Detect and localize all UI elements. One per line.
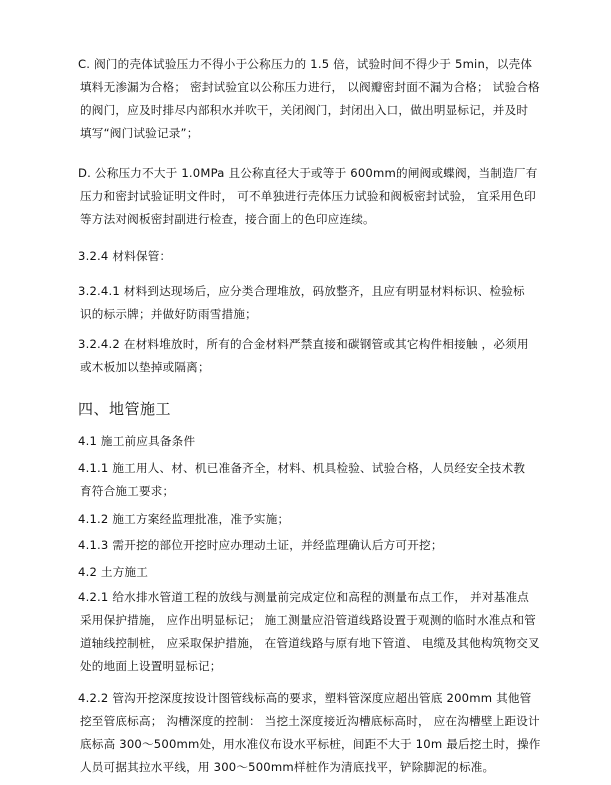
text-line: 等方法对阀板密封副进行检查，接合面上的色印应连续。 xyxy=(80,212,375,226)
text-line: 处的地面上设置明显标记； xyxy=(80,659,222,673)
section-4-2-2 xyxy=(78,687,553,779)
section-4-2-1 xyxy=(78,586,553,678)
text-line: 4.1.3 需开挖的部位开挖时应办理动土证，并经监理确认后方可开挖； xyxy=(78,538,443,552)
paragraph-d xyxy=(78,162,553,231)
text-line: 4.1.2 施工方案经监理批准，准予实施； xyxy=(78,512,290,526)
text-line: 人员可据其拉水平线，用 300～500mm样桩作为清底找平，铲除脚泥的标准。 xyxy=(80,760,495,774)
text-line: 底标高 300～500mm处，用水准仪布设水平标桩，间距不大于 10m 最后挖土时，操作 xyxy=(80,737,541,751)
section-4-2 xyxy=(78,561,553,584)
chapter-4 xyxy=(78,397,553,421)
text-line: 采用保护措施， 应作出明显标记； 施工测量应沿管道线路设置于观测的临时水准点和管 xyxy=(80,613,536,627)
section-heading: 3.2.4 材料保管： xyxy=(78,249,172,263)
section-3-2-4-1 xyxy=(78,280,553,326)
text-line: 挖至管底标高； 沟槽深度的控制： 当挖土深度接近沟槽底标高时， 应在沟槽壁上距设计 xyxy=(80,714,540,728)
text-line: D. 公称压力不大于 1.0MPa 且公称直径大于或等于 600mm的闸阀或蝶阀，当制造厂有 xyxy=(78,166,538,180)
section-4-1-2 xyxy=(78,508,553,531)
text-line: 道轴线控制桩， 应采取保护措施， 在管道线路与原有地下管道、 电缆及其他构筑物交叉 xyxy=(80,636,540,650)
text-line: 3.2.4.2 在材料堆放时，所有的合金材料严禁直接和碳钢管或其它构件相接触 ，必须用 xyxy=(78,337,529,351)
paragraph-c xyxy=(78,53,553,145)
text-line: 4.2.1 给水排水管道工程的放线与测量前完成定位和高程的测量布点工作， 并对基准点 xyxy=(78,590,530,604)
section-3-2-4-2 xyxy=(78,333,553,379)
chapter-heading: 四、地管施工 xyxy=(78,400,172,418)
text-line: 填料无渗漏为合格； 密封试验宜以公称压力进行， 以阀瓣密封面不漏为合格； 试验合格 xyxy=(80,80,540,94)
section-4-1-3 xyxy=(78,534,553,557)
section-heading: 4.1 施工前应具备条件 xyxy=(78,434,196,448)
text-line: 填写“阀门试验记录”； xyxy=(80,126,199,140)
section-3-2-4 xyxy=(78,245,553,268)
text-line: 4.1.1 施工用人、材、机已准备齐全，材料、机具检验、试验合格，人员经安全技术教 xyxy=(78,461,526,475)
text-line: 或木板加以垫掉或隔离； xyxy=(80,360,210,374)
section-4-1 xyxy=(78,430,553,453)
text-line: 3.2.4.1 材料到达现场后，应分类合理堆放，码放整齐，且应有明显材料标识、检验标 xyxy=(78,284,525,298)
text-line: 的阀门，应及时排尽内部积水并吹干，关闭阀门，封闭出入口，做出明显标记，并及时 xyxy=(80,103,529,117)
text-line: 4.2.2 管沟开挖深度按设计图管线标高的要求，塑料管深度应超出管底 200mm 其他管 xyxy=(78,691,532,705)
section-heading: 4.2 土方施工 xyxy=(78,565,149,579)
text-line: C. 阀门的壳体试验压力不得小于公称压力的 1.5 倍，试验时间不得少于 5min，以壳体 xyxy=(78,57,533,71)
text-line: 育符合施工要求； xyxy=(80,484,175,498)
text-line: 压力和密封试验证明文件时， 可不单独进行壳体压力试验和阀板密封试验， 宜采用色印 xyxy=(80,189,536,203)
section-4-1-1 xyxy=(78,457,553,503)
text-line: 识的标示牌；并做好防雨雪措施； xyxy=(80,307,257,321)
